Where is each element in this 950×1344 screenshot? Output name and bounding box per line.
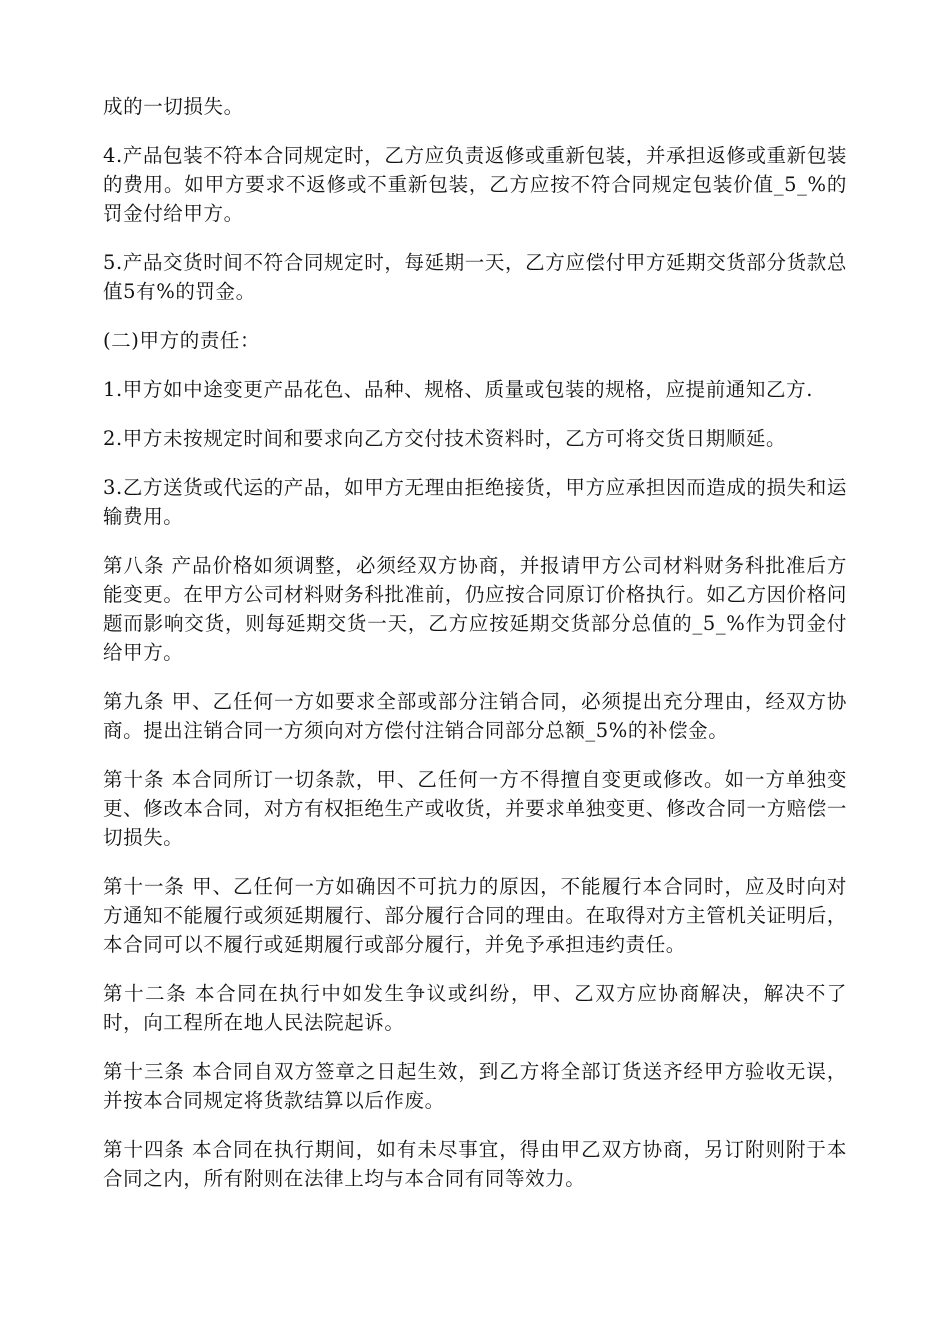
paragraph-party-a-change-notice: 1.甲方如中途变更产品花色、品种、规格、质量或包装的规格，应提前通知乙方.	[103, 378, 814, 401]
article-12-disputes: 第十二条 本合同在执行中如发生争议或纠纷，甲、乙双方应协商解决，解决不了时，向工程所在地人民法院起诉。	[103, 982, 847, 1034]
article-10-no-unilateral-change: 第十条 本合同所订一切条款，甲、乙任何一方不得擅自变更或修改。如一方单独变更、修改本合同，对方有权拒绝生产或收货，并要求单独变更、修改合同一方赔偿一切损失。	[103, 768, 847, 849]
paragraph-packaging-clause: 4.产品包装不符本合同规定时，乙方应负责返修或重新包装，并承担返修或重新包装的费用。如甲方要求不返修或不重新包装，乙方应按不符合同规定包装价值_5_%的罚金付给甲方。	[103, 144, 847, 225]
paragraph-technical-data-delay: 2.甲方未按规定时间和要求向乙方交付技术资料时，乙方可将交货日期顺延。	[103, 427, 787, 450]
paragraph-loss-continuation: 成的一切损失。	[103, 95, 244, 118]
contract-page	[103, 92, 847, 1213]
article-13-effective-date: 第十三条 本合同自双方签章之日起生效，到乙方将全部订货送齐经甲方验收无误，并按本合同规定将货款结算以后作废。	[103, 1060, 847, 1112]
article-11-force-majeure: 第十一条 甲、乙任何一方如确因不可抗力的原因，不能履行本合同时，应及时向对方通知不能履行或须延期履行、部分履行合同的理由。在取得对方主管机关证明后，本合同可以不履行或延期履行或部分履行，并免予承担违约责任。	[103, 875, 847, 956]
article-9-cancellation: 第九条 甲、乙任何一方如要求全部或部分注销合同，必须提出充分理由，经双方协商。提出注销合同一方须向对方偿付注销合同部分总额_5%的补偿金。	[103, 690, 847, 742]
paragraph-refused-delivery: 3.乙方送货或代运的产品，如甲方无理由拒绝接货，甲方应承担因而造成的损失和运输费用。	[103, 476, 847, 528]
article-8-price-adjustment: 第八条 产品价格如须调整，必须经双方协商，并报请甲方公司材料财务科批准后方能变更。在甲方公司材料财务科批准前，仍应按合同原订价格执行。如乙方因价格问题而影响交货，则每延期交货一天，乙方应按延期交货部分总值的_5_%作为罚金付给甲方。	[103, 554, 847, 664]
article-14-supplementary-terms: 第十四条 本合同在执行期间，如有未尽事宜，得由甲乙双方协商，另订附则附于本合同之内，所有附则在法律上均与本合同有同等效力。	[103, 1138, 847, 1190]
section-heading-party-a-liability: (二)甲方的责任：	[103, 329, 261, 352]
paragraph-delivery-delay-clause: 5.产品交货时间不符合同规定时，每延期一天，乙方应偿付甲方延期交货部分货款总值5有%的罚金。	[103, 251, 847, 303]
